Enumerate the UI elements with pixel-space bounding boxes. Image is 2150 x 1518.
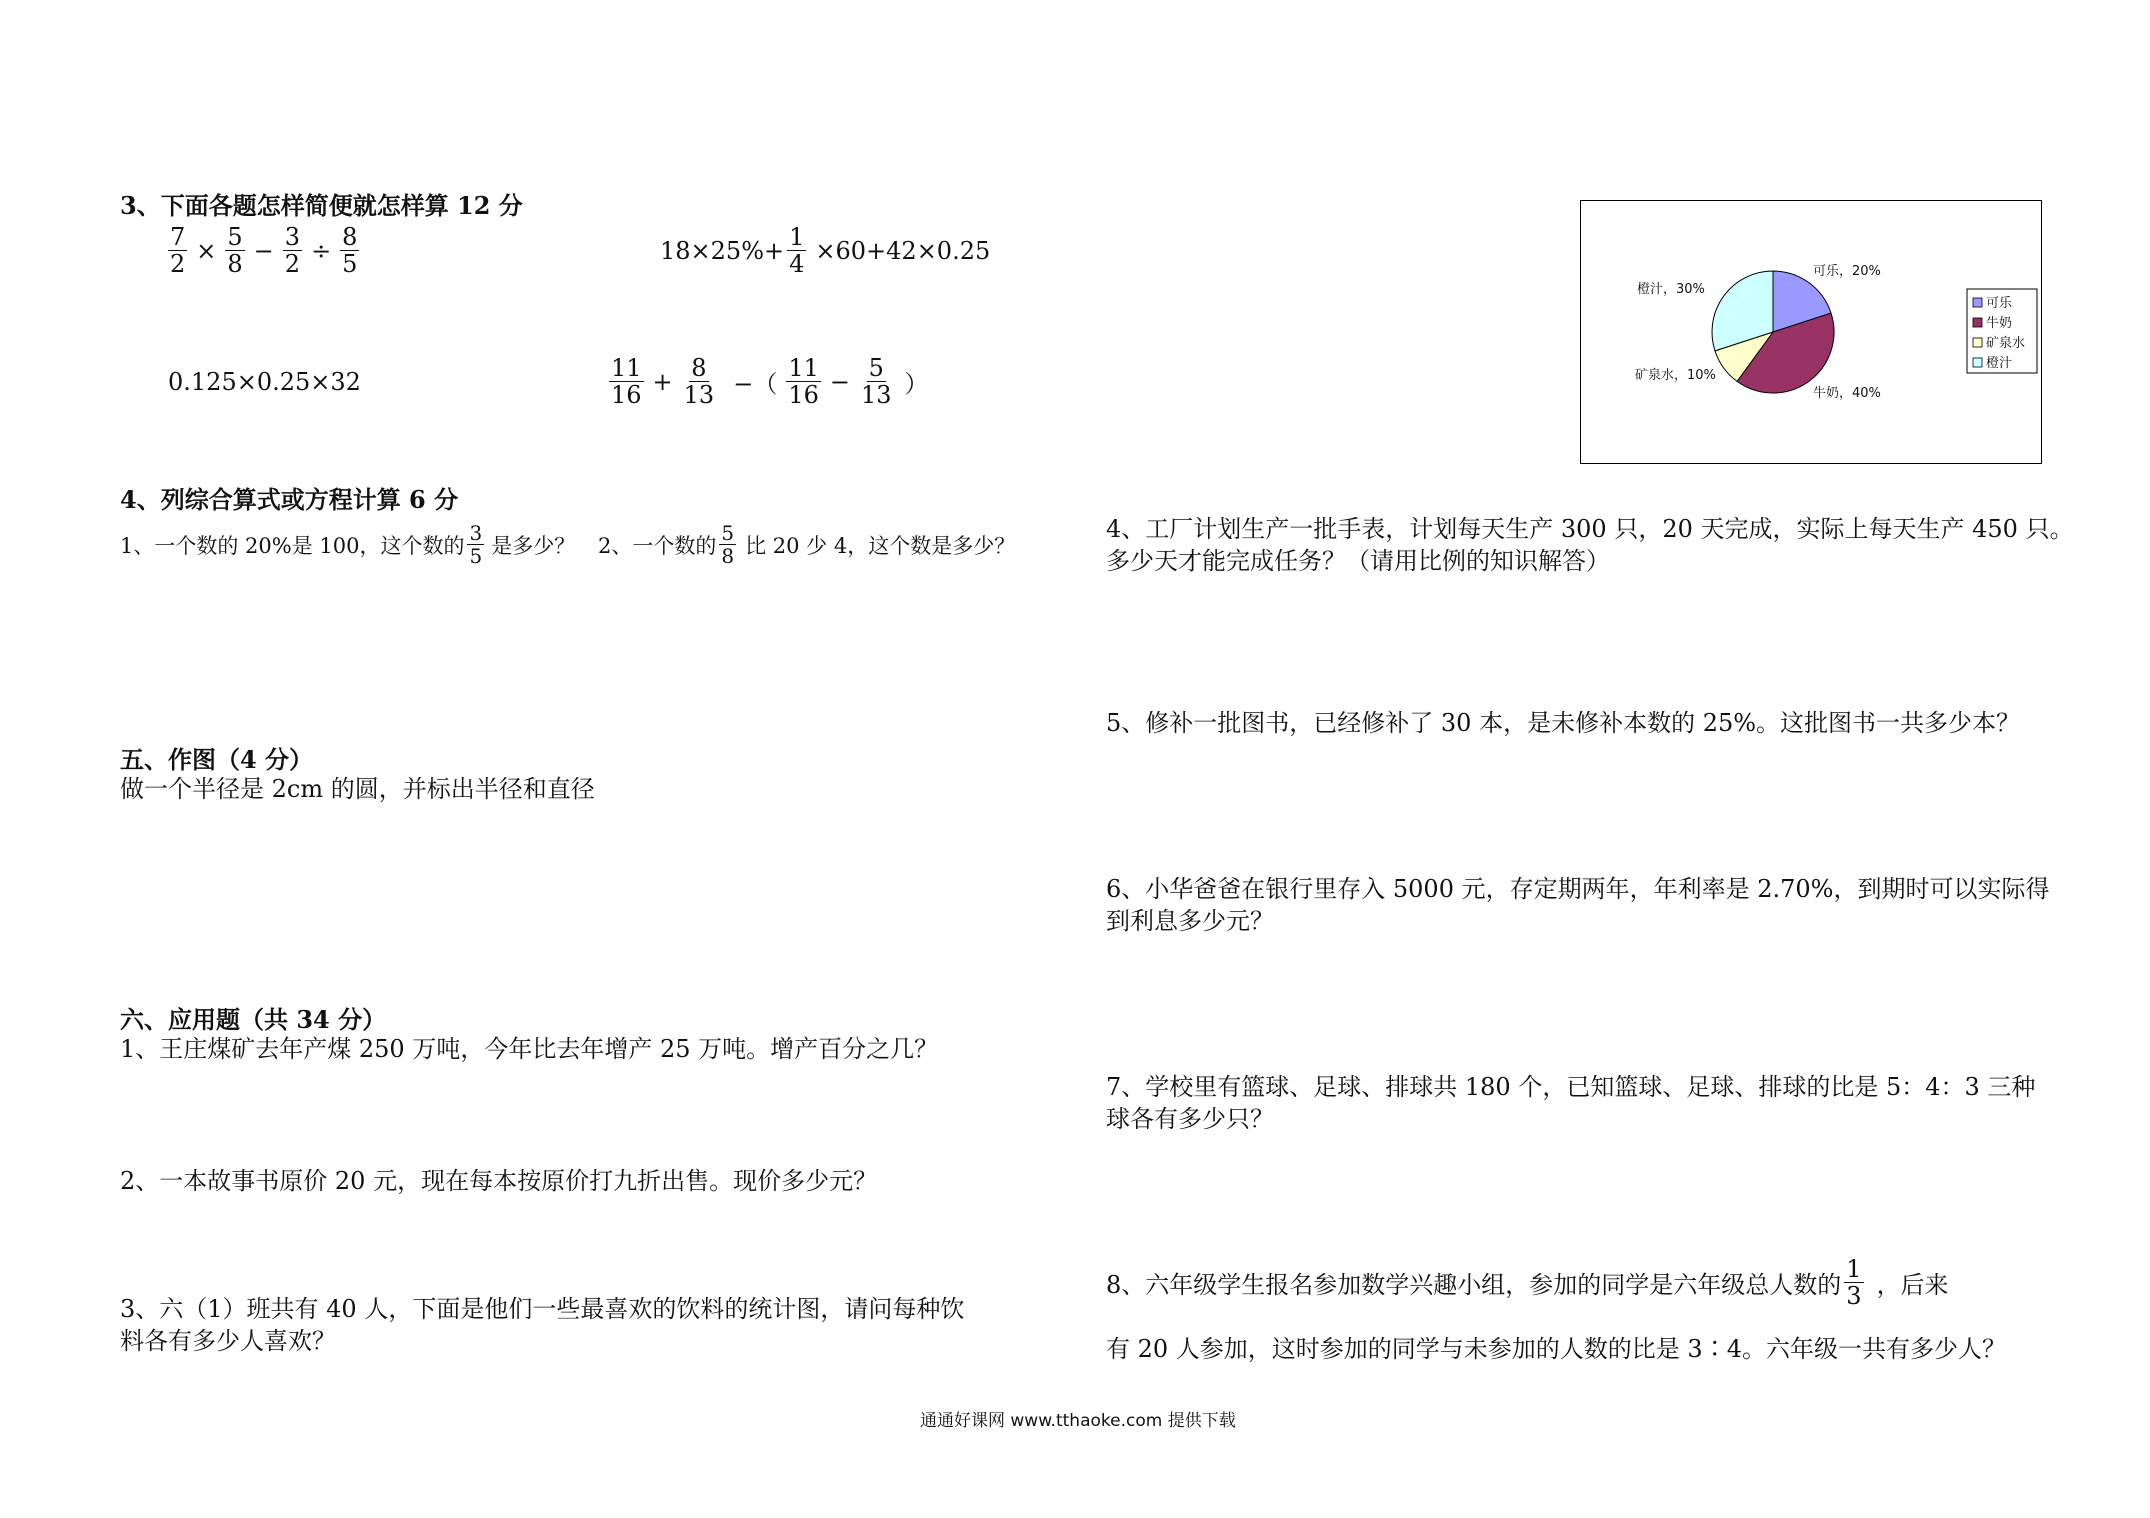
right-question-4-line2: 多少天才能完成任务？（请用比例的知识解答） (1106, 547, 1610, 575)
fraction: $\frac{3}{5}$ (469, 521, 483, 568)
fraction: $\frac{8}{13}$ (683, 354, 715, 409)
fraction: $\frac{5}{8}$ (721, 521, 735, 568)
fraction: $\frac{11}{16}$ (788, 354, 819, 409)
fraction: $\frac{8}{5}$ (342, 223, 358, 278)
section6-title: 六、应用题（共 34 分） (120, 1005, 387, 1034)
footer: 通通好课网 www.tthaoke.com 提供下载 (920, 1411, 1236, 1431)
section6-question-3-line2: 料各有多少人喜欢？ (120, 1327, 336, 1355)
expression-2: 18×25%+ $\frac{1}{4}$ ×60+42×0.25 (660, 223, 991, 278)
expression-3: 0.125×0.25×32 (168, 368, 361, 396)
fraction: $\frac{5}{13}$ (860, 354, 892, 409)
legend-label-2: 牛奶 (1986, 316, 2013, 331)
section4-question-2: 2、一个数的 $\frac{5}{8}$ 比 20 少 4，这个数是多少？ (598, 521, 1016, 568)
legend-label-3: 矿泉水 (1986, 336, 2026, 351)
right-question-6-line1: 6、小华爸爸在银行里存入 5000 元，存定期两年，年利率是 2.70%，到期时可以实际得 (1106, 875, 2050, 903)
section6-question-1: 1、王庄煤矿去年产煤 250 万吨，今年比去年增产 25 万吨。增产百分之几？ (120, 1035, 939, 1063)
right-question-7-line1: 7、学校里有篮球、足球、排球共 180 个，已知篮球、足球、排球的比是 5：4：3 三种 (1106, 1073, 2036, 1101)
fraction: $\frac{1}{3}$ (1846, 1255, 1862, 1310)
legend-label-4: 橙汁 (1986, 356, 2013, 371)
right-question-7-line2: 球各有多少只？ (1106, 1105, 1274, 1133)
fraction: $\frac{11}{16}$ (611, 354, 642, 409)
section3-title: 3、下面各题怎样简便就怎样算 12 分 (120, 191, 523, 220)
pie-label-1: 可乐，20% (1813, 264, 1881, 279)
section6-question-3-line1: 3、六（1）班共有 40 人，下面是他们一些最喜欢的饮料的统计图，请问每种饮 (120, 1295, 965, 1323)
pie-chart-svg (1581, 201, 2041, 463)
fraction: $\frac{1}{4}$ (789, 223, 805, 278)
pie-label-3: 矿泉水，10% (1635, 368, 1716, 383)
fraction: $\frac{3}{2}$ (284, 223, 301, 278)
pie-label-4: 橙汁，30% (1637, 282, 1705, 297)
right-question-8-line1: 8、六年级学生报名参加数学兴趣小组，参加的同学是六年级总人数的 $\frac{1}{3}$ ，后来 (1106, 1255, 1949, 1310)
fraction: $\frac{5}{8}$ (227, 223, 243, 278)
pie-label-2: 牛奶，40% (1813, 386, 1881, 401)
legend-swatch-1 (1973, 298, 1982, 307)
section4-question-1: 1、一个数的 20%是 100，这个数的 $\frac{3}{5}$ 是多少？ (120, 521, 576, 568)
pie-chart (1580, 200, 2042, 464)
section5-title: 五、作图（4 分） (120, 745, 314, 774)
legend-swatch-4 (1973, 358, 1982, 367)
fraction: $\frac{7}{2}$ (170, 223, 186, 278)
legend-label-1: 可乐 (1986, 296, 2013, 311)
section4-title: 4、列综合算式或方程计算 6 分 (120, 485, 459, 514)
section6-question-2: 2、一本故事书原价 20 元，现在每本按原价打九折出售。现价多少元？ (120, 1167, 878, 1195)
expression-1: $\frac{7}{2}$ × $\frac{5}{8}$ − $\frac{3}{2}$ ÷ $\frac{8}{5}$ (170, 223, 358, 278)
right-question-8-line2: 有 20 人参加，这时参加的同学与未参加的人数的比是 3∶4。六年级一共有多少人？ (1106, 1335, 2006, 1363)
right-question-5: 5、修补一批图书，已经修补了 30 本，是未修补本数的 25%。这批图书一共多少本？ (1106, 709, 2021, 737)
right-question-6-line2: 到利息多少元？ (1106, 907, 1274, 935)
section5-text: 做一个半径是 2cm 的圆，并标出半径和直径 (120, 775, 595, 803)
legend-swatch-3 (1973, 338, 1982, 347)
legend-swatch-2 (1973, 318, 1982, 327)
right-question-4-line1: 4、工厂计划生产一批手表，计划每天生产 300 只，20 天完成，实际上每天生产 450 只。 (1106, 515, 2074, 543)
expression-4: $\frac{11}{16}$ + $\frac{8}{13}$ −（ $\frac{11}{16}$ − $\frac{5}{13}$ ） (611, 354, 929, 409)
